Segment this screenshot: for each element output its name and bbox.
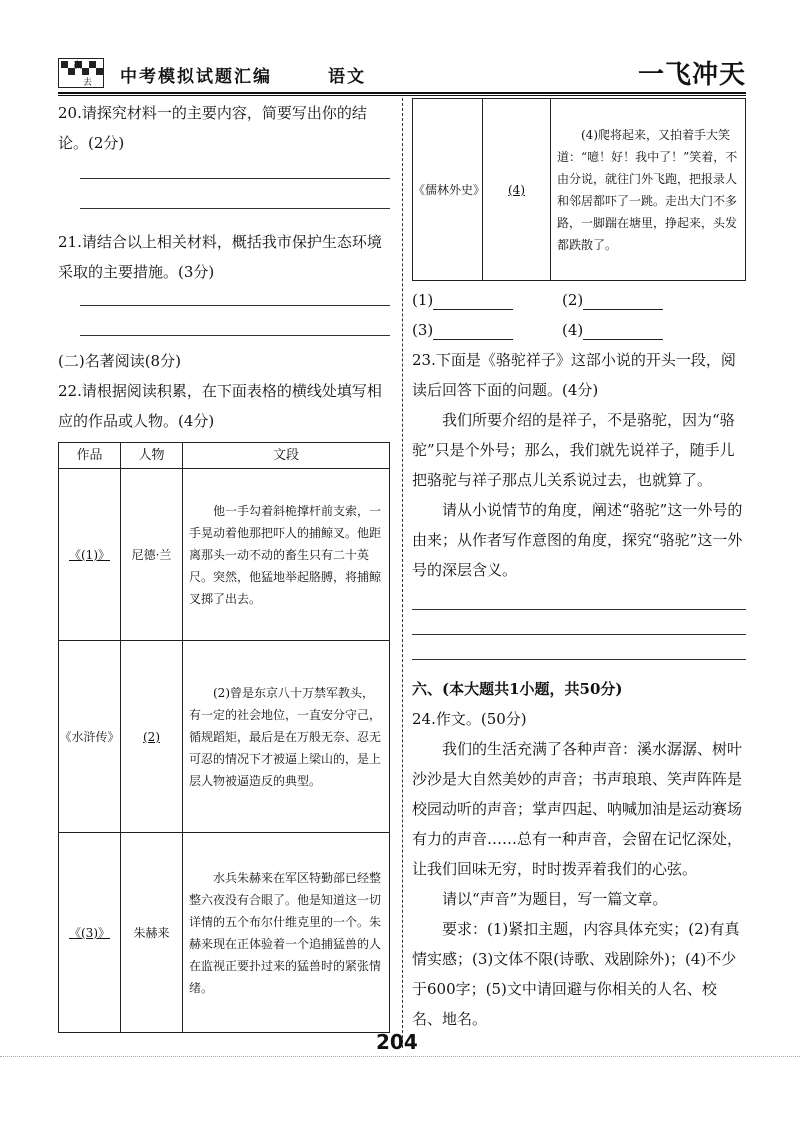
- question-23-title: 23.下面是《骆驼祥子》这部小说的开头一段，阅读后回答下面的问题。(4分): [412, 351, 736, 399]
- question-23-question: 请从小说情节的角度，阐述“骆驼”这一外号的由来；从作者写作意图的角度，探究“骆驼”这一外号的深层含义。: [412, 501, 743, 579]
- header-rule-thin: [58, 95, 746, 96]
- answer-blank-1[interactable]: (1): [412, 285, 562, 315]
- cell-person[interactable]: (4): [483, 99, 551, 281]
- header-person: 人物: [121, 443, 183, 469]
- answer-line[interactable]: [80, 335, 390, 336]
- cell-passage: (4)爬将起来，又拍着手大笑道：“噫！好！我中了！”笑着，不由分说，就往门外飞跑，把报录人和邻居都吓了一跳。走出大门不多路，一脚踹在塘里，挣起来，头发都跌散了。: [551, 99, 746, 281]
- brand-logo: 一飞冲天: [637, 60, 746, 90]
- question-22-text: 22.请根据阅读积累，在下面表格的横线处填写相应的作品或人物。(4分): [58, 382, 382, 430]
- question-24-task: 请以“声音”为题目，写一篇文章。: [442, 890, 668, 908]
- cell-passage: 水兵朱赫来在军区特勤部已经整整六夜没有合眼了。他是知道这一切详情的五个布尔什维克里的一个。朱赫来现在正体验着一个追捕猛兽的人在监视正要扑过来的猛兽时的紧张情绪。: [183, 833, 390, 1033]
- answer-line[interactable]: [80, 178, 390, 179]
- table-row: [59, 833, 390, 1033]
- table-row: [413, 99, 746, 281]
- question-22: [58, 376, 393, 436]
- answer-blank-2[interactable]: (2): [562, 285, 712, 315]
- page-number: 204: [376, 1030, 418, 1054]
- cell-passage: 他一手勾着斜桅撑杆前支索，一手晃动着他那把吓人的捕鲸叉。他距离那头一动不动的畜生只有二十英尺。突然，他猛地举起胳膊，将捕鲸叉掷了出去。: [183, 469, 390, 641]
- question-21: [58, 227, 393, 336]
- header-subject: 语文: [328, 67, 366, 87]
- logo-bottom-text: 去: [83, 78, 93, 88]
- answer-blank-3[interactable]: (3): [412, 315, 562, 345]
- answer-line[interactable]: [412, 609, 746, 610]
- header-rule: [58, 92, 746, 94]
- question-20-text: 20.请探究材料一的主要内容，简要写出你的结论。(2分): [58, 104, 367, 152]
- question-23: [412, 345, 746, 660]
- answer-line[interactable]: [412, 659, 746, 660]
- table-row: [59, 469, 390, 641]
- section-heading-6: 六、(本大题共1小题，共50分): [412, 680, 623, 698]
- question-23-passage: 我们所要介绍的是祥子，不是骆驼，因为“骆驼”只是个外号；那么，我们就先说祥子，随手儿把骆驼与祥子那点儿关系说过去，也就算了。: [412, 411, 735, 489]
- cell-person[interactable]: (2): [121, 641, 183, 833]
- cell-person: 朱赫来: [121, 833, 183, 1033]
- table-header-row: [59, 443, 390, 469]
- works-table: [58, 442, 390, 1033]
- right-column: [412, 98, 746, 1034]
- answer-line[interactable]: [80, 208, 390, 209]
- logo-icon: [58, 58, 104, 88]
- bottom-rule: [0, 1056, 800, 1058]
- question-24-requirements: 要求：(1)紧扣主题，内容具体充实；(2)有真情实感；(3)文体不限(诗歌、戏剧除外)；(4)不少于600字；(5)文中请回避与你相关的人名、校名、地名。: [412, 920, 740, 1028]
- answer-blanks: [412, 285, 746, 345]
- works-table-continued: [412, 98, 746, 281]
- header-passage: 文段: [183, 443, 390, 469]
- question-24-title: 24.作文。(50分): [412, 710, 527, 728]
- answer-blank-4[interactable]: (4): [562, 315, 712, 345]
- question-24-passage: 我们的生活充满了各种声音：溪水潺潺、树叶沙沙是大自然美妙的声音；书声琅琅、笑声阵阵是校园动听的声音；掌声四起、呐喊加油是运动赛场有力的声音……总有一种声音，会留在记忆深处，让我们回味无穷，时时拨弄着我们的心弦。: [412, 740, 743, 878]
- header-title: 中考模拟试题汇编: [120, 67, 272, 87]
- table-row: [59, 641, 390, 833]
- question-21-text: 21.请结合以上相关材料，概括我市保护生态环境采取的主要措施。(3分): [58, 233, 382, 281]
- cell-work[interactable]: 《(3)》: [59, 833, 121, 1033]
- cell-person: 尼德·兰: [121, 469, 183, 641]
- logo-top-text: 赢: [73, 61, 83, 71]
- cell-passage: (2)曾是东京八十万禁军教头，有一定的社会地位，一直安分守己，循规蹈矩，最后是在万般无奈、忍无可忍的情况下才被逼上梁山的，是上层人物被逼造反的典型。: [183, 641, 390, 833]
- answer-line[interactable]: [80, 305, 390, 306]
- header-work: 作品: [59, 443, 121, 469]
- column-divider: [402, 98, 403, 1048]
- page-header: [58, 52, 746, 92]
- cell-work: 《水浒传》: [59, 641, 121, 833]
- left-column: [58, 98, 393, 1033]
- section-heading-2: (二)名著阅读(8分): [58, 352, 181, 370]
- cell-work: 《儒林外史》: [413, 99, 483, 281]
- cell-work[interactable]: 《(1)》: [59, 469, 121, 641]
- question-20: [58, 98, 393, 209]
- answer-line[interactable]: [412, 634, 746, 635]
- question-24: [412, 704, 746, 1034]
